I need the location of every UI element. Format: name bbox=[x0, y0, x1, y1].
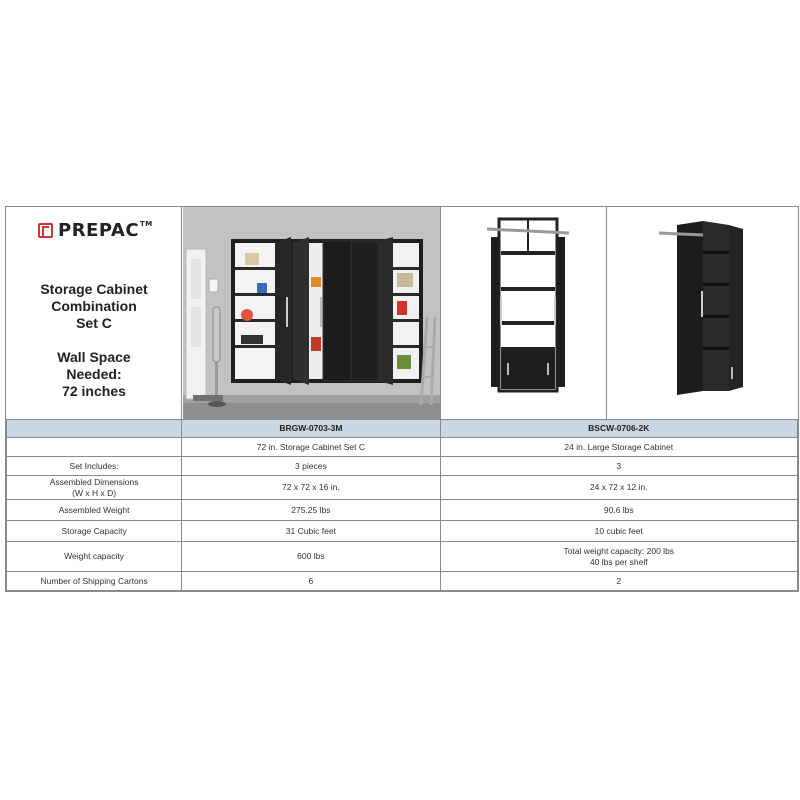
value-a: 72 x 72 x 16 in. bbox=[182, 476, 440, 500]
value-b: 90.6 lbs bbox=[440, 500, 797, 521]
tall-cabinet-doors-open-drawing bbox=[440, 207, 607, 419]
cabinet-set-photo-illustration bbox=[183, 207, 440, 419]
table-row bbox=[7, 476, 798, 500]
logo-text: PREPAC™ bbox=[58, 220, 153, 241]
row-label: Weight capacity bbox=[7, 542, 182, 572]
value-b: 2 bbox=[440, 572, 797, 591]
row-label: Number of Shipping Cartons bbox=[7, 572, 182, 591]
wall-space-line-1: Wall Space bbox=[57, 349, 131, 365]
table-row bbox=[7, 457, 798, 476]
value-a: 31 Cubic feet bbox=[182, 521, 440, 542]
specs-table bbox=[6, 419, 798, 591]
wall-space-line-3: 72 inches bbox=[62, 383, 126, 399]
tall-cabinet-angle-drawing bbox=[607, 207, 798, 419]
row-label: Storage Capacity bbox=[7, 521, 182, 542]
row-label: Assembled Weight bbox=[7, 500, 182, 521]
value-b: 10 cubic feet bbox=[440, 521, 797, 542]
comparison-sheet bbox=[5, 206, 799, 592]
value-a: 275.25 lbs bbox=[182, 500, 440, 521]
table-row bbox=[7, 521, 798, 542]
name-a: 72 in. Storage Cabinet Set C bbox=[182, 438, 440, 457]
name-blank bbox=[7, 438, 182, 457]
tall-cabinet-angle-illustration bbox=[607, 207, 798, 419]
row-label: Assembled Dimensions (W x H x D) bbox=[7, 476, 182, 500]
model-b: BSCW-0706-2K bbox=[440, 420, 797, 438]
table-row bbox=[7, 542, 798, 572]
value-a: 3 pieces bbox=[182, 457, 440, 476]
value-b: Total weight capacity: 200 lbs 40 lbs per shelf bbox=[440, 542, 797, 572]
value-a: 600 lbs bbox=[182, 542, 440, 572]
wall-space-line-2: Needed: bbox=[66, 366, 122, 382]
name-b: 24 in. Large Storage Cabinet bbox=[440, 438, 797, 457]
tall-cabinet-open-illustration bbox=[441, 207, 606, 419]
value-a: 6 bbox=[182, 572, 440, 591]
table-row bbox=[7, 572, 798, 591]
prepac-logo bbox=[38, 220, 153, 241]
image-row bbox=[6, 207, 798, 419]
model-a: BRGW-0703-3M bbox=[182, 420, 440, 438]
value-b: 24 x 72 x 12 in. bbox=[440, 476, 797, 500]
value-b: 3 bbox=[440, 457, 797, 476]
brand-cell bbox=[6, 207, 182, 419]
row-label: Set Includes: bbox=[7, 457, 182, 476]
prepac-logo-icon bbox=[38, 223, 53, 238]
wall-mounted-cabinet-set-photo bbox=[183, 207, 440, 419]
model-row bbox=[7, 420, 798, 438]
name-row bbox=[7, 438, 798, 457]
table-row bbox=[7, 500, 798, 521]
model-header-blank bbox=[7, 420, 182, 438]
product-title: Storage Cabinet Combination Set C Wall Space Needed: 72 inches bbox=[6, 281, 182, 400]
